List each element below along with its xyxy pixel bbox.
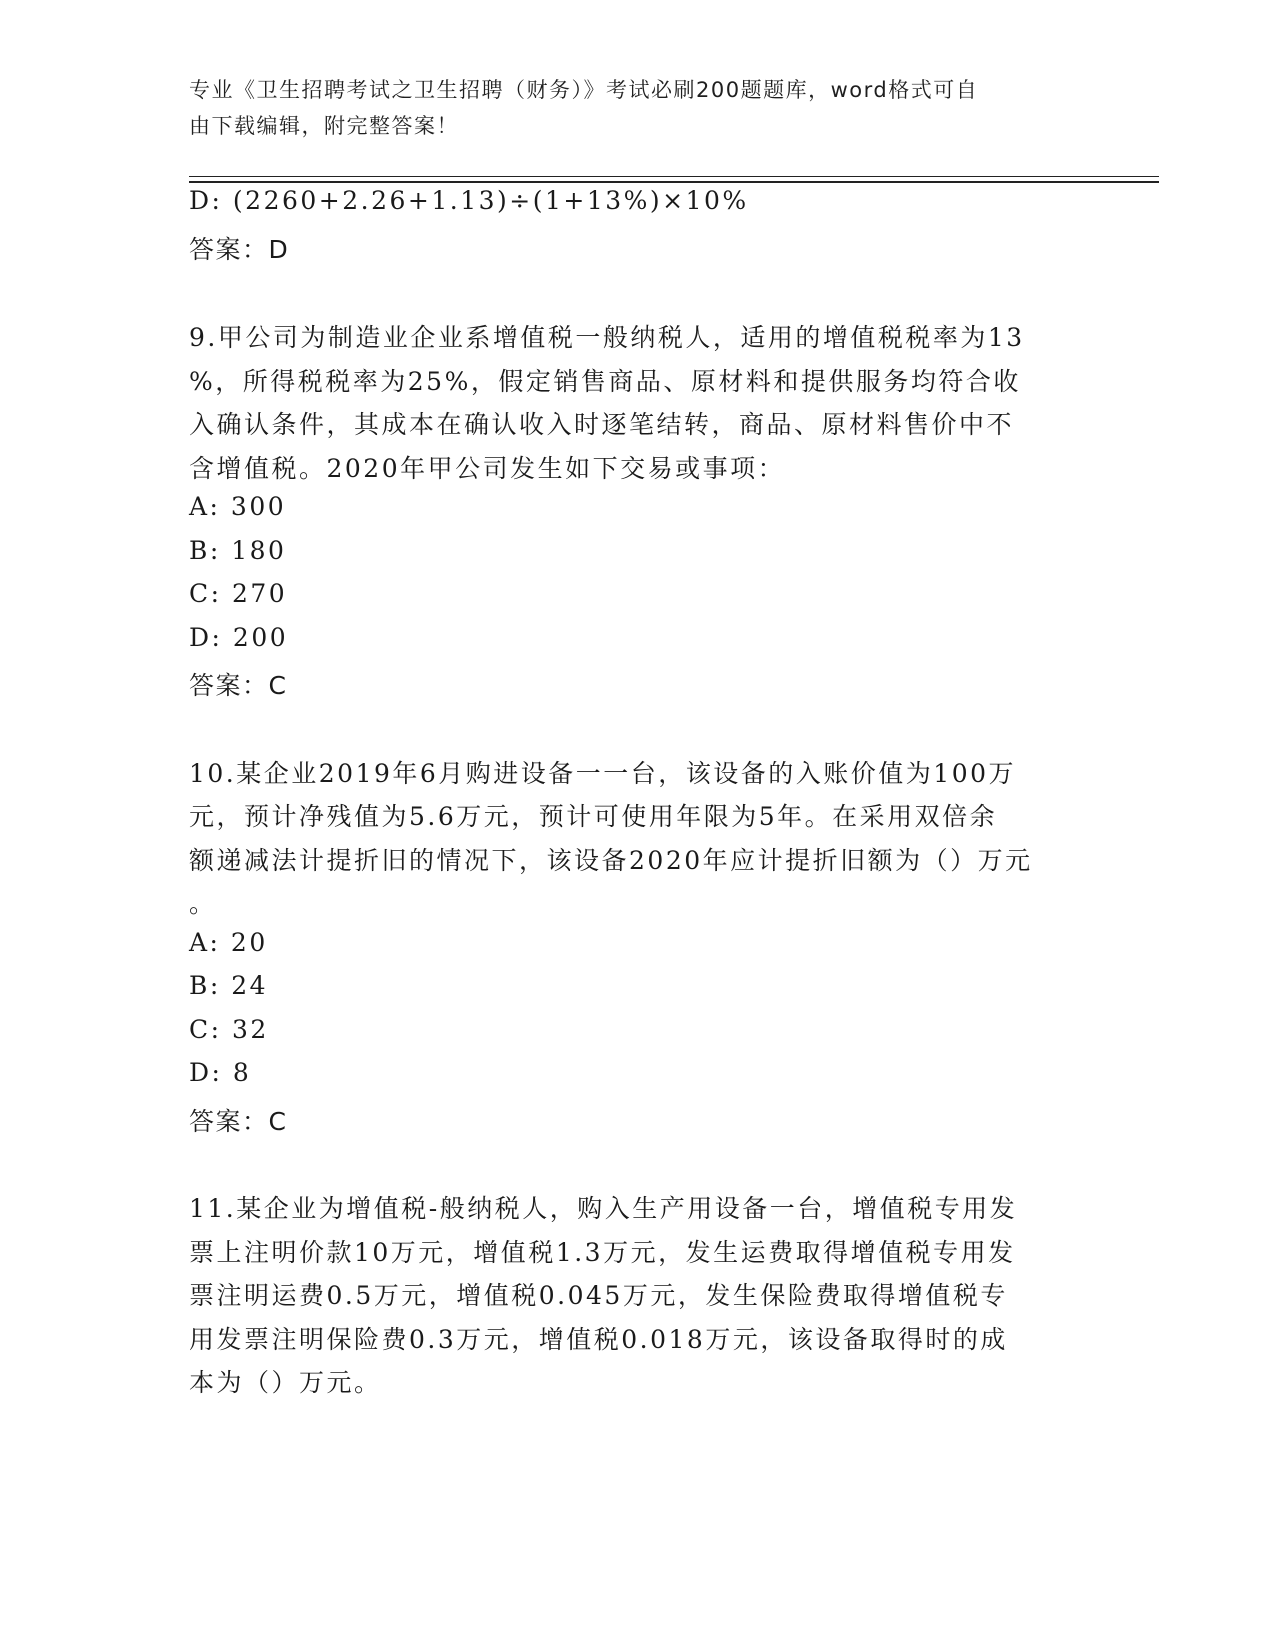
q9-text-line-1: 9.甲公司为制造业企业系增值税一般纳税人，适用的增值税税率为13 <box>189 323 1025 352</box>
q10-text-line-3: 额递减法计提折旧的情况下，该设备2020年应计提折旧额为（）万元 <box>189 846 1033 875</box>
q9-option-c: C: 270 <box>189 579 288 608</box>
header-divider-thin <box>189 176 1159 177</box>
q9-option-d: D: 200 <box>189 623 289 652</box>
q9-option-b: B: 180 <box>189 536 287 565</box>
q9-option-a: A: 300 <box>189 492 287 521</box>
document-header <box>189 72 1069 144</box>
q11-text-line-4: 用发票注明保险费0.3万元，增值税0.018万元，该设备取得时的成 <box>189 1325 1008 1354</box>
q10-option-b: B: 24 <box>189 971 269 1000</box>
prev-option-d: D: (2260+2.26+1.13)÷(1+13%)×10% <box>189 186 749 215</box>
q10-answer: 答案：C <box>189 1107 288 1136</box>
header-line-1: 专业《卫生招聘考试之卫生招聘（财务）》考试必刷200题题库，word格式可自 <box>189 78 979 102</box>
header-line-2: 由下载编辑，附完整答案！ <box>189 114 459 138</box>
q9-text-line-4: 含增值税。2020年甲公司发生如下交易或事项： <box>189 454 786 483</box>
q11-text-line-3: 票注明运费0.5万元，增值税0.045万元，发生保险费取得增值税专 <box>189 1281 1008 1310</box>
q10-option-c: C: 32 <box>189 1015 269 1044</box>
q9-text-line-2: %，所得税税率为25%，假定销售商品、原材料和提供服务均符合收 <box>189 367 1021 396</box>
q10-text-line-1: 10.某企业2019年6月购进设备一一台，该设备的入账价值为100万 <box>189 759 1017 788</box>
q10-option-d: D: 8 <box>189 1058 252 1087</box>
q11-text-line-2: 票上注明价款10万元，增值税1.3万元，发生运费取得增值税专用发 <box>189 1238 1016 1267</box>
prev-answer: 答案：D <box>189 235 290 264</box>
q9-answer: 答案：C <box>189 671 288 700</box>
q10-text-line-4: 。 <box>189 889 217 918</box>
q10-option-a: A: 20 <box>189 928 268 957</box>
header-divider-thick <box>189 181 1159 183</box>
q11-text-line-5: 本为（）万元。 <box>189 1368 382 1397</box>
q9-text-line-3: 入确认条件，其成本在确认收入时逐笔结转，商品、原材料售价中不 <box>189 410 1015 439</box>
q11-text-line-1: 11.某企业为增值税-般纳税人，购入生产用设备一台，增值税专用发 <box>189 1194 1018 1223</box>
q10-text-line-2: 元，预计净残值为5.6万元，预计可使用年限为5年。在采用双倍余 <box>189 802 998 831</box>
